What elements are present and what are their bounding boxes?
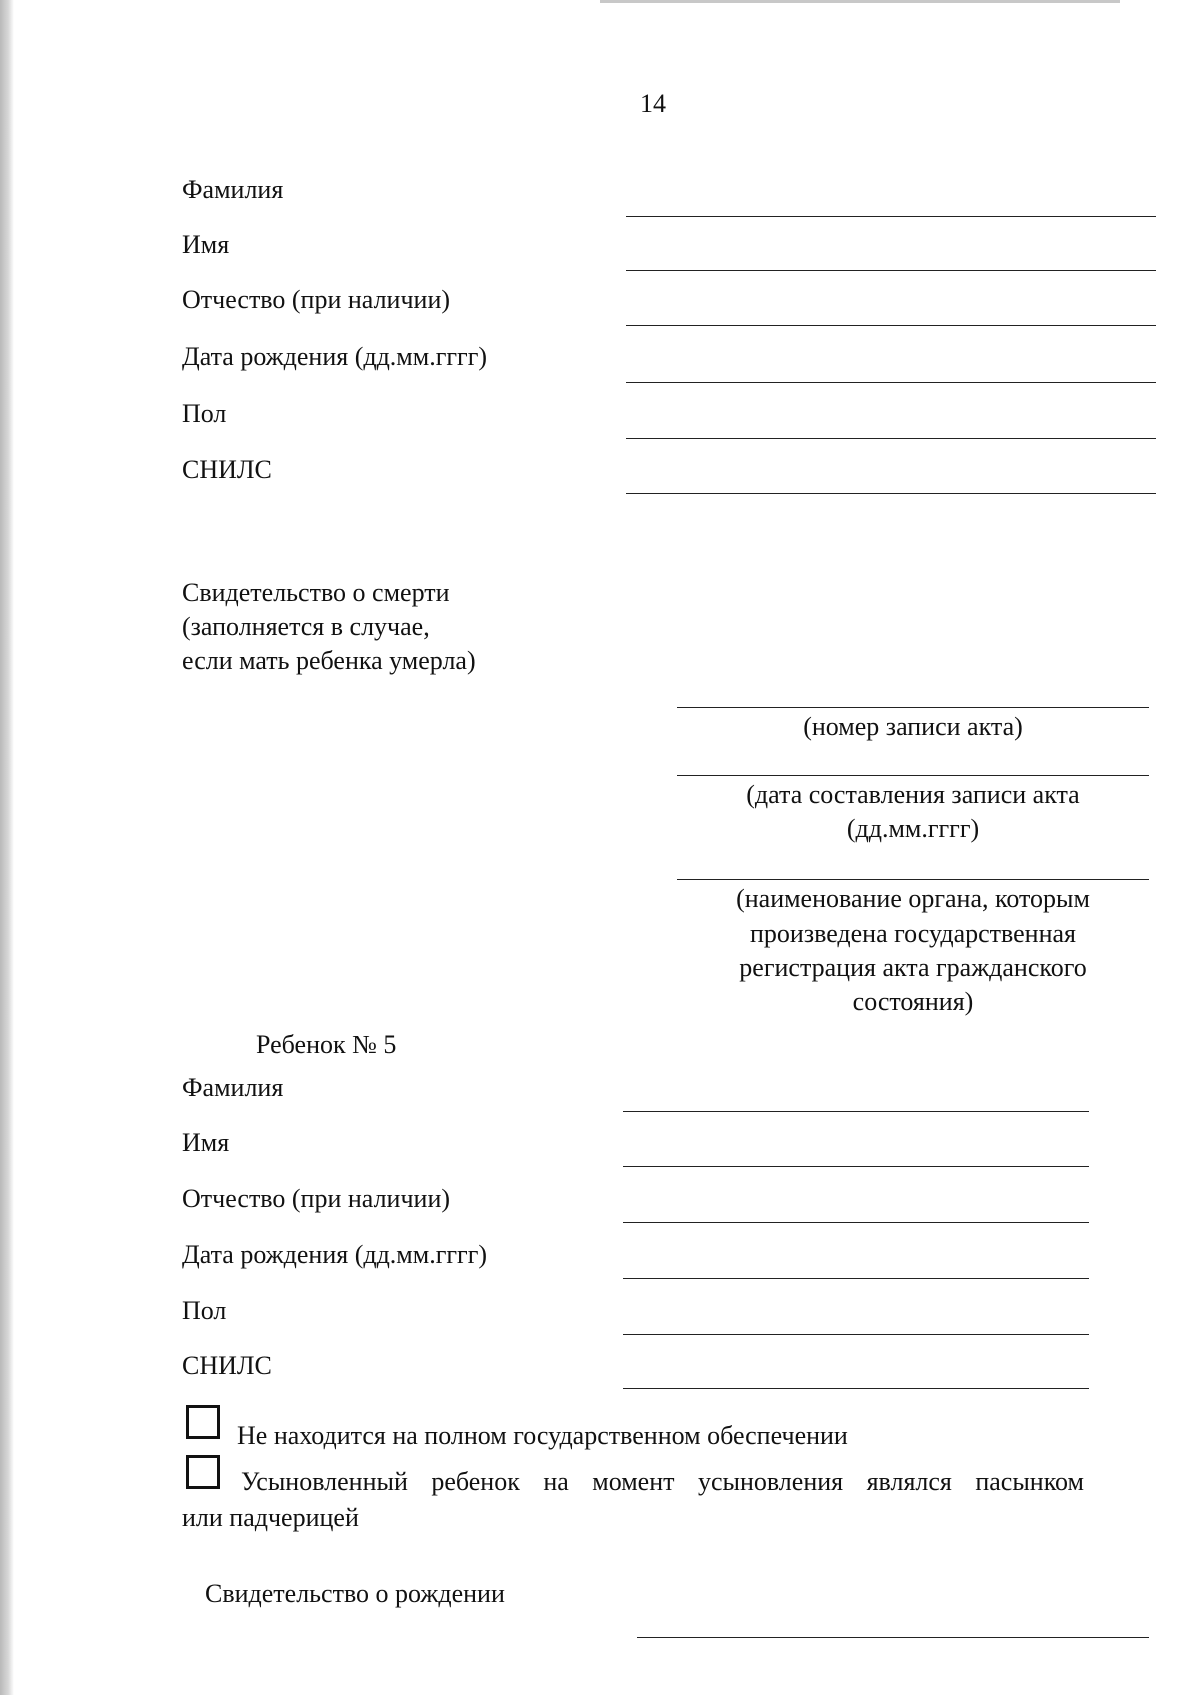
field-label-snils: СНИЛС <box>182 455 272 484</box>
death-certificate-label-1: Свидетельство о смерти <box>182 578 450 607</box>
child5-field-line-sex[interactable] <box>623 1334 1089 1335</box>
field-label-sex: Пол <box>182 399 227 428</box>
death-certificate-label-3: если мать ребенка умерла) <box>182 646 476 675</box>
act-record-number-caption: (номер записи акта) <box>803 712 1023 741</box>
child5-field-line-surname[interactable] <box>623 1111 1089 1112</box>
stepchild-checkbox-label-line2: или падчерицей <box>182 1503 359 1532</box>
child5-field-label-surname: Фамилия <box>182 1073 284 1102</box>
child5-field-label-name: Имя <box>182 1128 230 1157</box>
child5-field-label-sex: Пол <box>182 1296 227 1325</box>
child5-field-line-patronymic[interactable] <box>623 1222 1089 1223</box>
child5-field-line-name[interactable] <box>623 1166 1089 1167</box>
page-number: 14 <box>640 89 666 118</box>
scan-edge <box>0 0 14 1695</box>
act-date-caption-1: (дата составления записи акта <box>746 780 1080 809</box>
field-label-patronymic: Отчество (при наличии) <box>182 285 451 314</box>
registry-org-line[interactable] <box>677 879 1149 880</box>
registry-org-caption-3: регистрация акта гражданского <box>739 953 1087 982</box>
state-support-checkbox-label: Не находится на полном государственном обеспечении <box>237 1421 848 1450</box>
birth-certificate-label: Свидетельство о рождении <box>205 1579 505 1608</box>
child5-field-label-snils: СНИЛС <box>182 1351 272 1380</box>
act-date-caption-2: (дд.мм.гггг) <box>846 814 980 843</box>
field-line-name[interactable] <box>626 270 1156 271</box>
registry-org-caption-1: (наименование органа, которым <box>736 884 1090 913</box>
child-5-heading: Ребенок № 5 <box>256 1030 397 1059</box>
birth-certificate-line[interactable] <box>637 1637 1149 1638</box>
field-line-surname[interactable] <box>626 216 1156 217</box>
registry-org-caption-2: произведена государственная <box>749 919 1077 948</box>
child5-field-label-birthdate: Дата рождения (дд.мм.гггг) <box>182 1240 488 1269</box>
scan-top-edge <box>600 0 1120 3</box>
act-record-number-line[interactable] <box>677 707 1149 708</box>
death-certificate-label-2: (заполняется в случае, <box>182 612 430 641</box>
child5-field-line-snils[interactable] <box>623 1388 1089 1389</box>
stepchild-checkbox-label-line1: Усыновленный ребенок на момент усыновления являлся пасынком <box>241 1467 1084 1496</box>
field-line-birthdate[interactable] <box>626 382 1156 383</box>
child5-field-label-patronymic: Отчество (при наличии) <box>182 1184 451 1213</box>
state-support-checkbox[interactable] <box>186 1405 220 1439</box>
field-line-snils[interactable] <box>626 493 1156 494</box>
field-line-sex[interactable] <box>626 438 1156 439</box>
field-line-patronymic[interactable] <box>626 325 1156 326</box>
field-label-surname: Фамилия <box>182 175 284 204</box>
child5-field-line-birthdate[interactable] <box>623 1278 1089 1279</box>
field-label-name: Имя <box>182 230 230 259</box>
registry-org-caption-4: состояния) <box>852 987 974 1016</box>
field-label-birthdate: Дата рождения (дд.мм.гггг) <box>182 342 488 371</box>
stepchild-checkbox[interactable] <box>186 1455 220 1489</box>
act-date-line[interactable] <box>677 775 1149 776</box>
